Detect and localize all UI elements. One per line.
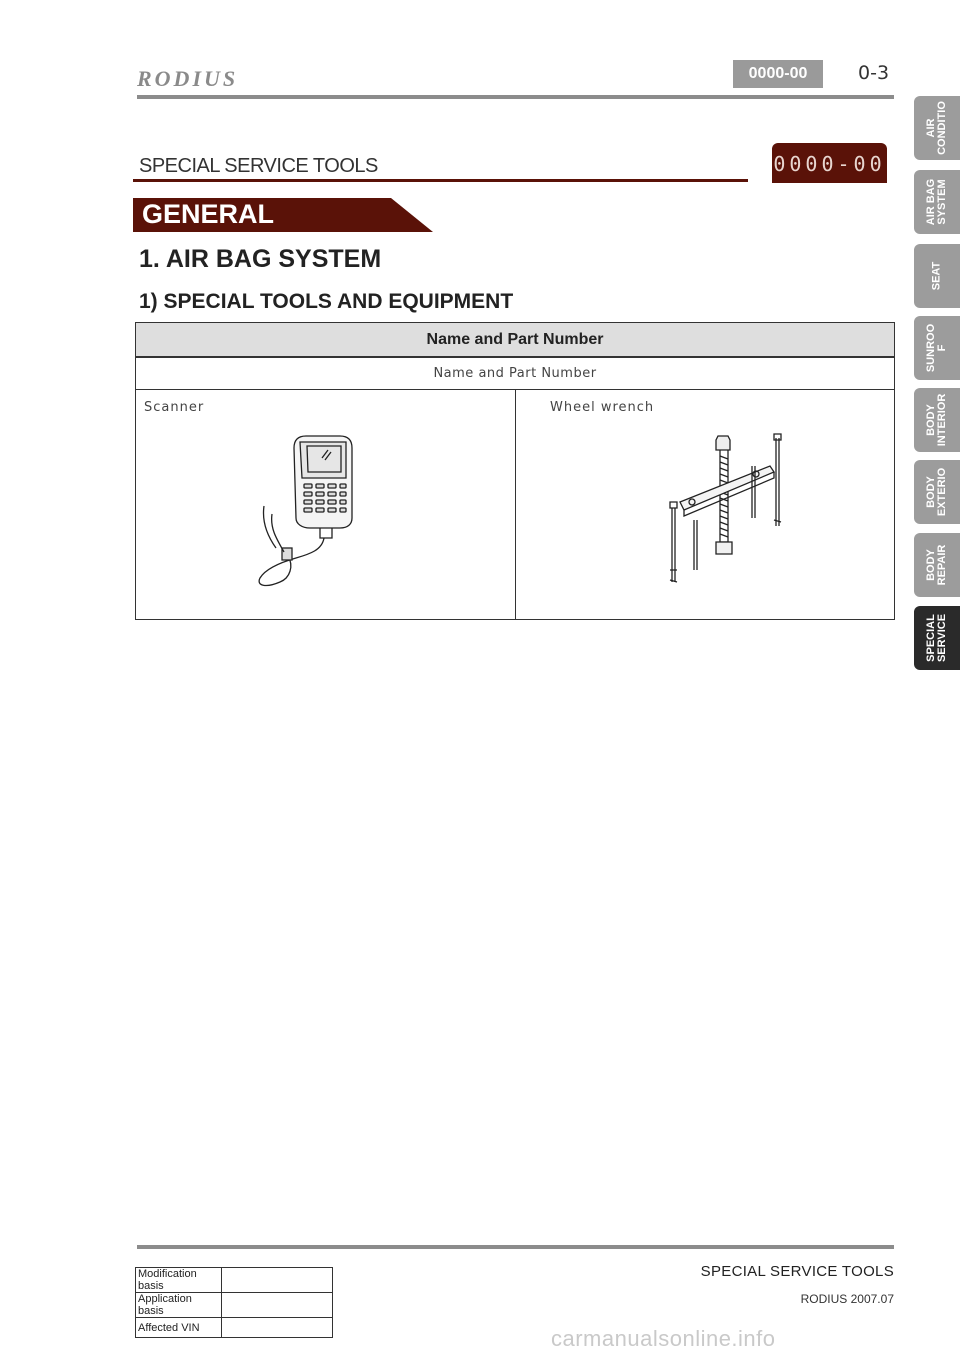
tab-sunroof[interactable]: SUNROO F bbox=[914, 316, 960, 380]
table-subheader: Name and Part Number bbox=[136, 358, 894, 390]
modification-basis-value bbox=[222, 1268, 333, 1293]
section-divider bbox=[133, 179, 748, 182]
footer-subtitle: RODIUS 2007.07 bbox=[800, 1292, 894, 1306]
tab-air-bag-system[interactable]: AIR BAG SYSTEM bbox=[914, 170, 960, 234]
tab-body-repair[interactable]: BODY REPAIR bbox=[914, 533, 960, 597]
section-code-tab: 0000-00 bbox=[772, 143, 887, 183]
affected-vin-label: Affected VIN bbox=[136, 1318, 222, 1338]
watermark: carmanualsonline.info bbox=[551, 1326, 776, 1351]
wheel-wrench-icon bbox=[656, 430, 786, 590]
scanner-icon bbox=[236, 428, 376, 598]
heading-air-bag-system: 1. AIR BAG SYSTEM bbox=[139, 245, 382, 273]
tab-body-interior[interactable]: BODY INTERIOR bbox=[914, 388, 960, 452]
tab-air-conditioning[interactable]: AIR CONDITIO bbox=[914, 96, 960, 160]
modification-basis-label: Modification basis bbox=[136, 1268, 222, 1293]
application-basis-value bbox=[222, 1293, 333, 1318]
tab-body-exterior[interactable]: BODY EXTERIO bbox=[914, 460, 960, 524]
application-basis-label: Application basis bbox=[136, 1293, 222, 1318]
tool-cell-scanner bbox=[136, 390, 516, 619]
tools-table bbox=[135, 322, 895, 620]
modification-table bbox=[135, 1267, 333, 1338]
affected-vin-value bbox=[222, 1318, 333, 1338]
header-code-badge: 0000-00 bbox=[733, 60, 823, 88]
heading-special-tools: 1) SPECIAL TOOLS AND EQUIPMENT bbox=[139, 290, 514, 313]
table-row bbox=[136, 390, 894, 619]
table-row bbox=[136, 1318, 333, 1338]
tool-cell-wheel-wrench bbox=[516, 390, 894, 619]
footer-divider bbox=[137, 1245, 894, 1249]
table-row bbox=[136, 1268, 333, 1293]
table-header: Name and Part Number bbox=[136, 323, 894, 358]
section-title: SPECIAL SERVICE TOOLS bbox=[139, 155, 378, 177]
general-banner-label: GENERAL bbox=[142, 199, 275, 229]
table-row bbox=[136, 1293, 333, 1318]
tool-name-wheel-wrench: Wheel wrench bbox=[550, 400, 655, 415]
tab-seat[interactable]: SEAT bbox=[914, 244, 960, 308]
tool-name-scanner: Scanner bbox=[144, 400, 205, 415]
tab-special-service[interactable]: SPECIAL SERVICE bbox=[914, 606, 960, 670]
brand-logo: RODIUS bbox=[137, 66, 239, 91]
footer-title: SPECIAL SERVICE TOOLS bbox=[700, 1263, 894, 1280]
header-divider bbox=[137, 95, 894, 99]
page-number: 0-3 bbox=[858, 62, 890, 84]
